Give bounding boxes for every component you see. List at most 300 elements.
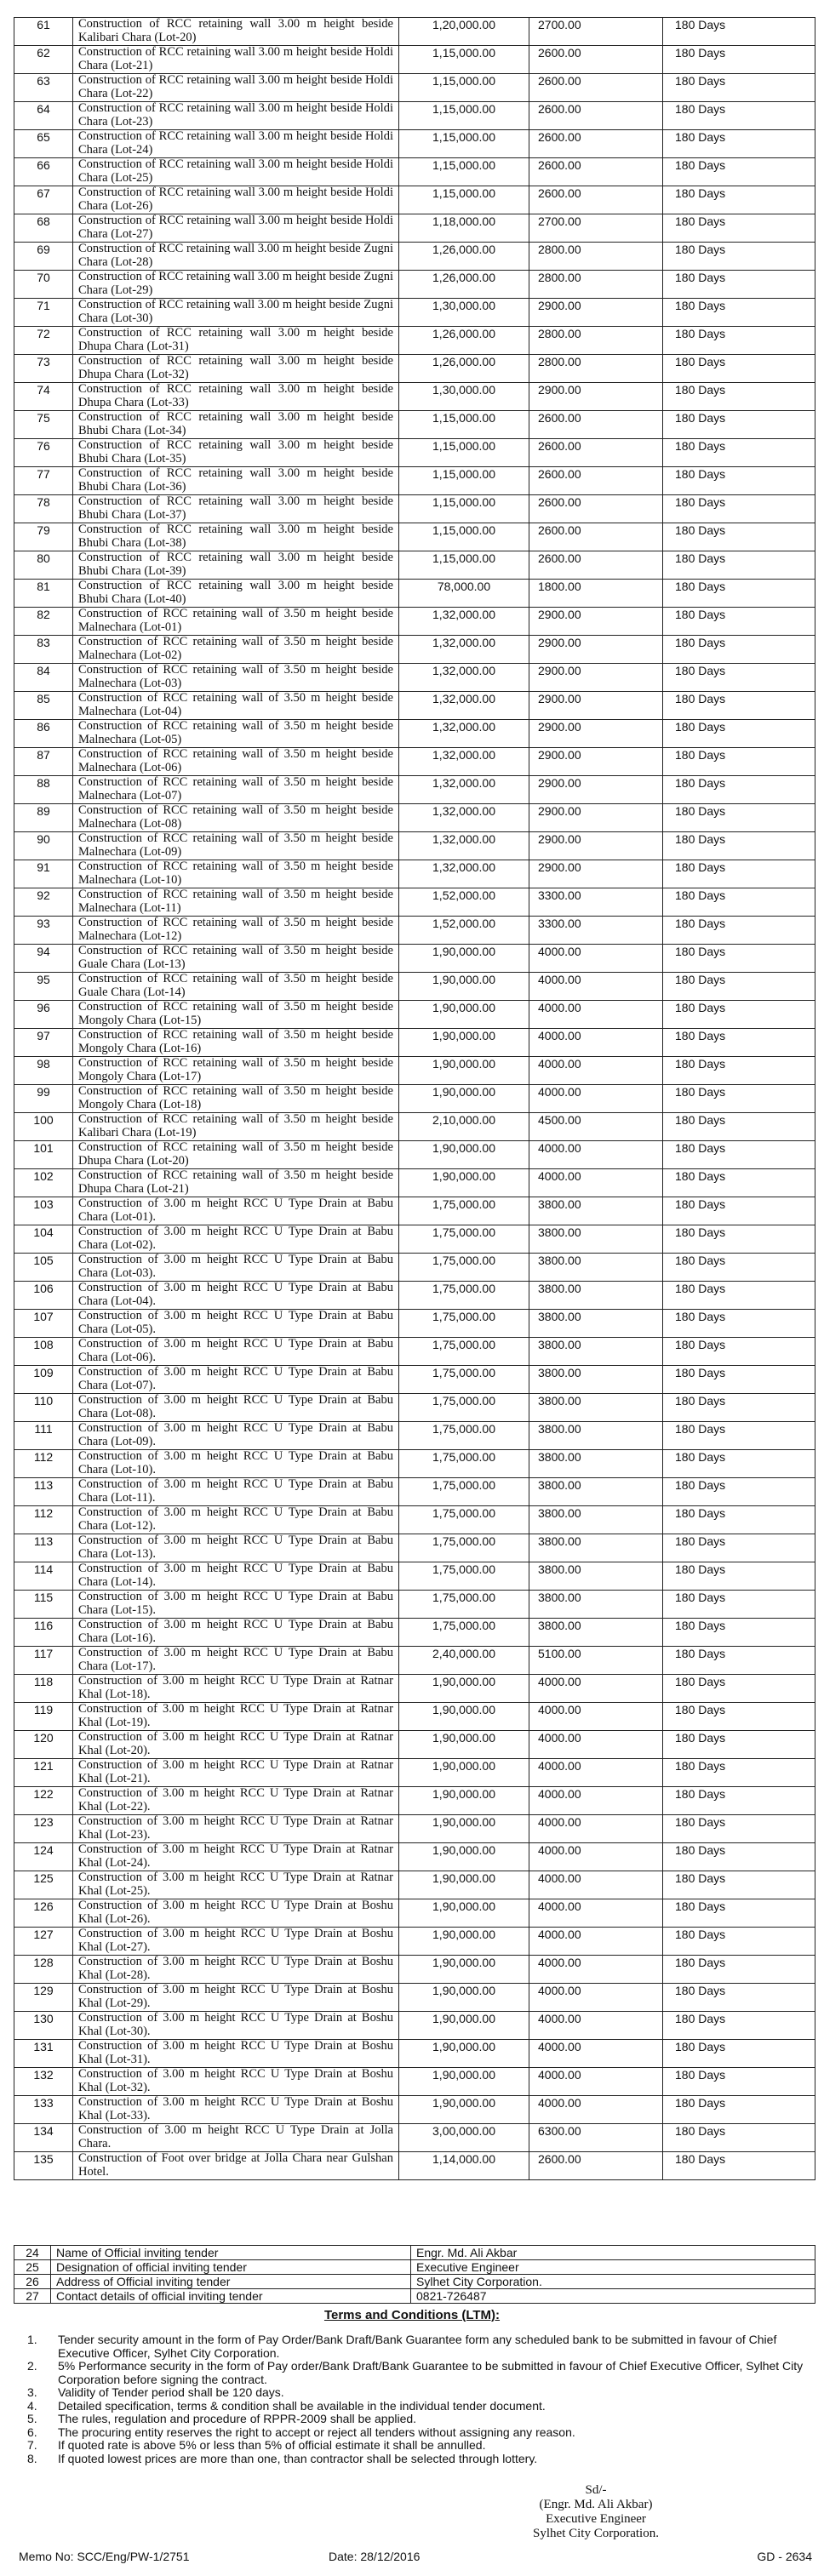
lot-completion-time: 180 Days [663,1422,815,1450]
lot-completion-time: 180 Days [663,1562,815,1591]
lot-security-amount: 1800.00 [529,580,663,608]
lot-serial: 104 [14,1225,73,1254]
lot-description: Construction of 3.00 m height RCC U Type Drain at Babu Chara (Lot-04). [73,1282,399,1310]
info-row [14,2289,815,2304]
table-row [14,720,815,748]
lot-estimated-amount: 1,90,000.00 [399,973,529,1001]
lot-description: Construction of RCC retaining wall 3.00 m height beside Zugni Chara (Lot-30) [73,299,399,327]
lot-serial: 66 [14,158,73,186]
info-label: Address of Official inviting tender [51,2275,411,2289]
lot-estimated-amount: 1,90,000.00 [399,1001,529,1029]
lot-completion-time: 180 Days [663,748,815,776]
lot-completion-time: 180 Days [663,1282,815,1310]
lot-security-amount: 2600.00 [529,411,663,439]
lot-security-amount: 2600.00 [529,2152,663,2180]
lot-serial: 103 [14,1197,73,1225]
lot-description: Construction of 3.00 m height RCC U Type Drain at Ratnar Khal (Lot-19). [73,1703,399,1731]
table-row [14,1450,815,1478]
table-row [14,130,815,158]
lot-completion-time: 180 Days [663,1591,815,1619]
lot-serial: 73 [14,355,73,383]
table-row [14,18,815,46]
lot-security-amount: 2600.00 [529,46,663,74]
lot-serial: 79 [14,523,73,551]
lot-serial: 83 [14,636,73,664]
lot-security-amount: 4000.00 [529,1899,663,1928]
lot-description: Construction of 3.00 m height RCC U Type Drain at Boshu Khal (Lot-33). [73,2096,399,2124]
lot-estimated-amount: 1,75,000.00 [399,1534,529,1562]
lot-estimated-amount: 1,75,000.00 [399,1506,529,1534]
term-item [22,2413,805,2426]
table-row [14,1703,815,1731]
lot-estimated-amount: 1,75,000.00 [399,1422,529,1450]
lot-security-amount: 4000.00 [529,2068,663,2096]
table-row [14,1843,815,1871]
lot-description: Construction of RCC retaining wall of 3.50 m height beside Malnechara (Lot-10) [73,860,399,888]
tender-lots-table [14,17,815,2180]
lot-security-amount: 2600.00 [529,130,663,158]
lot-serial: 120 [14,1731,73,1759]
lot-serial: 127 [14,1928,73,1956]
lot-description: Construction of 3.00 m height RCC U Type Drain at Boshu Khal (Lot-32). [73,2068,399,2096]
lot-description: Construction of 3.00 m height RCC U Type Drain at Ratnar Khal (Lot-23). [73,1815,399,1843]
lot-security-amount: 2900.00 [529,608,663,636]
table-row [14,1085,815,1113]
lot-completion-time: 180 Days [663,299,815,327]
lot-serial: 96 [14,1001,73,1029]
lot-security-amount: 4500.00 [529,1113,663,1141]
lot-estimated-amount: 1,90,000.00 [399,1928,529,1956]
lot-serial: 98 [14,1057,73,1085]
lot-serial: 129 [14,1984,73,2012]
table-row [14,1169,815,1197]
table-row [14,74,815,102]
table-row [14,467,815,495]
lot-description: Construction of RCC retaining wall 3.00 m height beside Bhubi Chara (Lot-37) [73,495,399,523]
info-row [14,2275,815,2289]
lot-security-amount: 3800.00 [529,1254,663,1282]
lot-estimated-amount: 1,90,000.00 [399,1956,529,1984]
lot-completion-time: 180 Days [663,580,815,608]
table-row [14,945,815,973]
lot-description: Construction of RCC retaining wall of 3.50 m height beside Malnechara (Lot-01) [73,608,399,636]
table-row [14,1001,815,1029]
lot-security-amount: 3800.00 [529,1591,663,1619]
lot-estimated-amount: 1,15,000.00 [399,495,529,523]
lot-description: Construction of RCC retaining wall 3.00 m height beside Zugni Chara (Lot-29) [73,271,399,299]
lot-completion-time: 180 Days [663,214,815,243]
lot-description: Construction of 3.00 m height RCC U Type Drain at Boshu Khal (Lot-26). [73,1899,399,1928]
lot-serial: 61 [14,18,73,46]
lot-estimated-amount: 1,15,000.00 [399,186,529,214]
table-row [14,299,815,327]
lot-estimated-amount: 1,15,000.00 [399,46,529,74]
lot-description: Construction of RCC retaining wall of 3.50 m height beside Mongoly Chara (Lot-15) [73,1001,399,1029]
table-row [14,1928,815,1956]
lot-security-amount: 3800.00 [529,1422,663,1450]
lot-estimated-amount: 1,26,000.00 [399,355,529,383]
lot-estimated-amount: 1,15,000.00 [399,130,529,158]
info-number: 26 [14,2275,51,2289]
table-row [14,2096,815,2124]
lot-description: Construction of RCC retaining wall 3.00 m height beside Holdi Chara (Lot-23) [73,102,399,130]
lot-estimated-amount: 1,90,000.00 [399,1085,529,1113]
table-row [14,776,815,804]
lot-description: Construction of RCC retaining wall of 3.50 m height beside Dhupa Chara (Lot-21) [73,1169,399,1197]
table-row [14,1619,815,1647]
lot-completion-time: 180 Days [663,2068,815,2096]
terms-title: Terms and Conditions (LTM): [323,2308,501,2322]
lot-serial: 99 [14,1085,73,1113]
lot-serial: 116 [14,1619,73,1647]
lot-completion-time: 180 Days [663,664,815,692]
lot-estimated-amount: 1,90,000.00 [399,1703,529,1731]
lot-serial: 114 [14,1562,73,1591]
table-row [14,411,815,439]
lot-description: Construction of RCC retaining wall 3.00 m height beside Holdi Chara (Lot-22) [73,74,399,102]
lot-security-amount: 4000.00 [529,1759,663,1787]
lot-security-amount: 4000.00 [529,1703,663,1731]
lot-serial: 119 [14,1703,73,1731]
lot-serial: 81 [14,580,73,608]
lot-description: Construction of 3.00 m height RCC U Type Drain at Boshu Khal (Lot-29). [73,1984,399,2012]
table-row [14,1647,815,1675]
table-row [14,973,815,1001]
lot-estimated-amount: 1,90,000.00 [399,1871,529,1899]
lot-description: Construction of RCC retaining wall 3.00 m height beside Kalibari Chara (Lot-20) [73,18,399,46]
lot-completion-time: 180 Days [663,945,815,973]
lot-completion-time: 180 Days [663,1956,815,1984]
lot-description: Construction of 3.00 m height RCC U Type Drain at Babu Chara (Lot-02). [73,1225,399,1254]
lot-serial: 70 [14,271,73,299]
table-row [14,46,815,74]
lot-serial: 125 [14,1871,73,1899]
lot-completion-time: 180 Days [663,860,815,888]
lot-security-amount: 3800.00 [529,1338,663,1366]
lot-description: Construction of RCC retaining wall of 3.50 m height beside Dhupa Chara (Lot-20) [73,1141,399,1169]
table-row [14,2124,815,2152]
lot-serial: 95 [14,973,73,1001]
lot-description: Construction of RCC retaining wall 3.00 m height beside Dhupa Chara (Lot-32) [73,355,399,383]
info-value: Engr. Md. Ali Akbar [411,2246,815,2260]
lot-security-amount: 4000.00 [529,1928,663,1956]
lot-security-amount: 2600.00 [529,523,663,551]
lot-estimated-amount: 1,32,000.00 [399,748,529,776]
lot-completion-time: 180 Days [663,158,815,186]
lot-estimated-amount: 1,15,000.00 [399,411,529,439]
table-row [14,1029,815,1057]
lot-security-amount: 2900.00 [529,299,663,327]
terms-list [22,2333,805,2465]
lot-description: Construction of RCC retaining wall of 3.50 m height beside Malnechara (Lot-04) [73,692,399,720]
table-row [14,383,815,411]
table-row [14,1759,815,1787]
lot-security-amount: 2900.00 [529,664,663,692]
lot-security-amount: 2800.00 [529,243,663,271]
lot-completion-time: 180 Days [663,2040,815,2068]
signature-sd: Sd/- [585,2483,607,2497]
lot-completion-time: 180 Days [663,1001,815,1029]
lot-description: Construction of RCC retaining wall 3.00 m height beside Dhupa Chara (Lot-33) [73,383,399,411]
lot-estimated-amount: 1,75,000.00 [399,1591,529,1619]
lot-security-amount: 2900.00 [529,748,663,776]
lot-completion-time: 180 Days [663,271,815,299]
lot-estimated-amount: 1,26,000.00 [399,243,529,271]
lot-completion-time: 180 Days [663,467,815,495]
lot-security-amount: 3800.00 [529,1562,663,1591]
lot-security-amount: 2600.00 [529,439,663,467]
lot-completion-time: 180 Days [663,1984,815,2012]
lot-completion-time: 180 Days [663,720,815,748]
lot-completion-time: 180 Days [663,383,815,411]
lot-description: Construction of 3.00 m height RCC U Type Drain at Babu Chara (Lot-15). [73,1591,399,1619]
lot-estimated-amount: 1,15,000.00 [399,551,529,580]
table-row [14,1366,815,1394]
info-label: Contact details of official inviting tender [51,2289,411,2304]
lot-estimated-amount: 1,52,000.00 [399,888,529,917]
lot-completion-time: 180 Days [663,1141,815,1169]
lot-completion-time: 180 Days [663,776,815,804]
table-row [14,523,815,551]
table-row [14,2152,815,2180]
lot-description: Construction of 3.00 m height RCC U Type Drain at Babu Chara (Lot-03). [73,1254,399,1282]
info-value: 0821-726487 [411,2289,815,2304]
lot-security-amount: 4000.00 [529,1029,663,1057]
lot-security-amount: 4000.00 [529,1815,663,1843]
lot-serial: 93 [14,917,73,945]
lot-description: Construction of 3.00 m height RCC U Type Drain at Babu Chara (Lot-16). [73,1619,399,1647]
lot-estimated-amount: 1,32,000.00 [399,608,529,636]
table-row [14,355,815,383]
lot-completion-time: 180 Days [663,692,815,720]
lot-estimated-amount: 78,000.00 [399,580,529,608]
lot-security-amount: 2900.00 [529,720,663,748]
lot-serial: 108 [14,1338,73,1366]
lot-description: Construction of RCC retaining wall 3.00 m height beside Bhubi Chara (Lot-36) [73,467,399,495]
lot-description: Construction of 3.00 m height RCC U Type Drain at Babu Chara (Lot-10). [73,1450,399,1478]
table-row [14,495,815,523]
lot-completion-time: 180 Days [663,2096,815,2124]
table-row [14,636,815,664]
table-row [14,186,815,214]
lot-serial: 107 [14,1310,73,1338]
lot-security-amount: 4000.00 [529,1001,663,1029]
lot-serial: 75 [14,411,73,439]
lot-security-amount: 4000.00 [529,1169,663,1197]
lot-security-amount: 4000.00 [529,1843,663,1871]
info-value: Executive Engineer [411,2260,815,2275]
lot-estimated-amount: 1,15,000.00 [399,523,529,551]
term-number: 6. [27,2425,37,2439]
lot-completion-time: 180 Days [663,1843,815,1871]
lot-completion-time: 180 Days [663,1787,815,1815]
info-label: Name of Official inviting tender [51,2246,411,2260]
lot-description: Construction of 3.00 m height RCC U Type Drain at Boshu Khal (Lot-27). [73,1928,399,1956]
lot-security-amount: 4000.00 [529,1057,663,1085]
lot-completion-time: 180 Days [663,355,815,383]
lot-estimated-amount: 1,26,000.00 [399,327,529,355]
lot-completion-time: 180 Days [663,130,815,158]
table-row [14,664,815,692]
lot-serial: 132 [14,2068,73,2096]
table-row [14,327,815,355]
term-number: 4. [27,2398,37,2413]
term-text: If quoted lowest prices are more than one, than contractor shall be selected through lottery. [58,2451,538,2465]
lot-serial: 84 [14,664,73,692]
lot-security-amount: 3800.00 [529,1197,663,1225]
term-text: Tender security amount in the form of Pay Order/Bank Draft/Bank Guarantee form any scheduled bank to be submitted in favour of Chief Executive Officer, Sylhet City Corporation. [58,2333,777,2360]
table-row [14,439,815,467]
term-number: 5. [27,2412,37,2425]
lot-completion-time: 180 Days [663,1928,815,1956]
lot-estimated-amount: 1,75,000.00 [399,1478,529,1506]
lot-completion-time: 180 Days [663,1197,815,1225]
lot-serial: 133 [14,2096,73,2124]
lot-estimated-amount: 1,32,000.00 [399,776,529,804]
lot-description: Construction of RCC retaining wall of 3.50 m height beside Mongoly Chara (Lot-16) [73,1029,399,1057]
lot-serial: 78 [14,495,73,523]
table-row [14,692,815,720]
table-row [14,1422,815,1450]
lot-estimated-amount: 1,15,000.00 [399,74,529,102]
lot-security-amount: 2900.00 [529,860,663,888]
lot-description: Construction of 3.00 m height RCC U Type Drain at Babu Chara (Lot-11). [73,1478,399,1506]
lot-estimated-amount: 1,90,000.00 [399,1787,529,1815]
lot-estimated-amount: 1,90,000.00 [399,1843,529,1871]
lot-description: Construction of RCC retaining wall of 3.50 m height beside Mongoly Chara (Lot-17) [73,1057,399,1085]
lot-description: Construction of 3.00 m height RCC U Type Drain at Jolla Chara. [73,2124,399,2152]
table-row [14,551,815,580]
lot-estimated-amount: 1,90,000.00 [399,2012,529,2040]
table-row [14,2012,815,2040]
lot-security-amount: 2600.00 [529,467,663,495]
lot-serial: 77 [14,467,73,495]
lot-description: Construction of 3.00 m height RCC U Type Drain at Boshu Khal (Lot-31). [73,2040,399,2068]
lot-estimated-amount: 1,90,000.00 [399,1899,529,1928]
lot-completion-time: 180 Days [663,1759,815,1787]
lot-security-amount: 2600.00 [529,102,663,130]
table-row [14,1591,815,1619]
lot-estimated-amount: 1,15,000.00 [399,467,529,495]
signature-designation: Executive Engineer [546,2512,646,2526]
lot-serial: 89 [14,804,73,832]
term-text: The rules, regulation and procedure of RPPR-2009 shall be applied. [58,2412,417,2425]
lot-completion-time: 180 Days [663,2124,815,2152]
lot-completion-time: 180 Days [663,523,815,551]
table-row [14,1197,815,1225]
lot-completion-time: 180 Days [663,888,815,917]
lot-security-amount: 2900.00 [529,383,663,411]
term-text: The procuring entity reserves the right to accept or reject all tenders without assigning any reason. [58,2425,575,2439]
lot-description: Construction of 3.00 m height RCC U Type Drain at Ratnar Khal (Lot-22). [73,1787,399,1815]
lot-description: Construction of RCC retaining wall of 3.50 m height beside Kalibari Chara (Lot-19) [73,1113,399,1141]
lot-security-amount: 2600.00 [529,74,663,102]
lot-estimated-amount: 1,90,000.00 [399,1675,529,1703]
lot-completion-time: 180 Days [663,1815,815,1843]
lot-serial: 102 [14,1169,73,1197]
lot-estimated-amount: 1,90,000.00 [399,1984,529,2012]
lot-completion-time: 180 Days [663,46,815,74]
lot-description: Construction of 3.00 m height RCC U Type Drain at Babu Chara (Lot-08). [73,1394,399,1422]
lot-serial: 121 [14,1759,73,1787]
lot-security-amount: 2900.00 [529,804,663,832]
lot-serial: 64 [14,102,73,130]
table-row [14,1956,815,1984]
lot-security-amount: 6300.00 [529,2124,663,2152]
lot-estimated-amount: 1,32,000.00 [399,636,529,664]
lot-completion-time: 180 Days [663,804,815,832]
lot-estimated-amount: 1,32,000.00 [399,720,529,748]
table-row [14,748,815,776]
lot-serial: 113 [14,1478,73,1506]
lot-serial: 118 [14,1675,73,1703]
table-row [14,1815,815,1843]
table-row [14,1282,815,1310]
lot-completion-time: 180 Days [663,1029,815,1057]
table-row [14,804,815,832]
lot-completion-time: 180 Days [663,186,815,214]
info-label: Designation of official inviting tender [51,2260,411,2275]
lot-completion-time: 180 Days [663,243,815,271]
tender-lots-body [14,18,815,2180]
lot-completion-time: 180 Days [663,411,815,439]
lot-description: Construction of 3.00 m height RCC U Type Drain at Ratnar Khal (Lot-24). [73,1843,399,1871]
lot-security-amount: 4000.00 [529,945,663,973]
term-item [22,2386,805,2400]
lot-serial: 67 [14,186,73,214]
lot-security-amount: 3800.00 [529,1478,663,1506]
lot-security-amount: 3800.00 [529,1506,663,1534]
lot-security-amount: 2700.00 [529,214,663,243]
lot-serial: 109 [14,1366,73,1394]
lot-description: Construction of 3.00 m height RCC U Type Drain at Babu Chara (Lot-17). [73,1647,399,1675]
lot-security-amount: 3800.00 [529,1366,663,1394]
lot-estimated-amount: 1,32,000.00 [399,860,529,888]
info-number: 25 [14,2260,51,2275]
lot-completion-time: 180 Days [663,973,815,1001]
lot-description: Construction of 3.00 m height RCC U Type Drain at Ratnar Khal (Lot-25). [73,1871,399,1899]
lot-security-amount: 2900.00 [529,636,663,664]
lot-security-amount: 2900.00 [529,832,663,860]
lot-estimated-amount: 1,32,000.00 [399,692,529,720]
term-text: 5% Performance security in the form of Pay order/Bank Draft/Bank Guarantee to be submitted in favour of Chief Executive Officer, Sylhet City Corporation before signing the contract. [58,2359,804,2386]
lot-estimated-amount: 1,75,000.00 [399,1197,529,1225]
info-number: 24 [14,2246,51,2260]
lot-serial: 72 [14,327,73,355]
lot-estimated-amount: 1,52,000.00 [399,917,529,945]
lot-estimated-amount: 1,90,000.00 [399,2040,529,2068]
lot-security-amount: 2600.00 [529,158,663,186]
table-row [14,1787,815,1815]
lot-estimated-amount: 1,15,000.00 [399,439,529,467]
lot-estimated-amount: 1,75,000.00 [399,1310,529,1338]
lot-serial: 122 [14,1787,73,1815]
lot-completion-time: 180 Days [663,636,815,664]
lot-description: Construction of RCC retaining wall of 3.50 m height beside Malnechara (Lot-06) [73,748,399,776]
lot-estimated-amount: 1,75,000.00 [399,1225,529,1254]
lot-description: Construction of RCC retaining wall 3.00 m height beside Bhubi Chara (Lot-39) [73,551,399,580]
lot-completion-time: 180 Days [663,1394,815,1422]
lot-estimated-amount: 1,90,000.00 [399,1815,529,1843]
lot-description: Construction of RCC retaining wall 3.00 m height beside Holdi Chara (Lot-21) [73,46,399,74]
lot-serial: 82 [14,608,73,636]
term-item [22,2453,805,2466]
lot-completion-time: 180 Days [663,1113,815,1141]
lot-serial: 69 [14,243,73,271]
term-number: 2. [27,2359,37,2373]
lot-description: Construction of RCC retaining wall of 3.50 m height beside Malnechara (Lot-03) [73,664,399,692]
lot-completion-time: 180 Days [663,327,815,355]
